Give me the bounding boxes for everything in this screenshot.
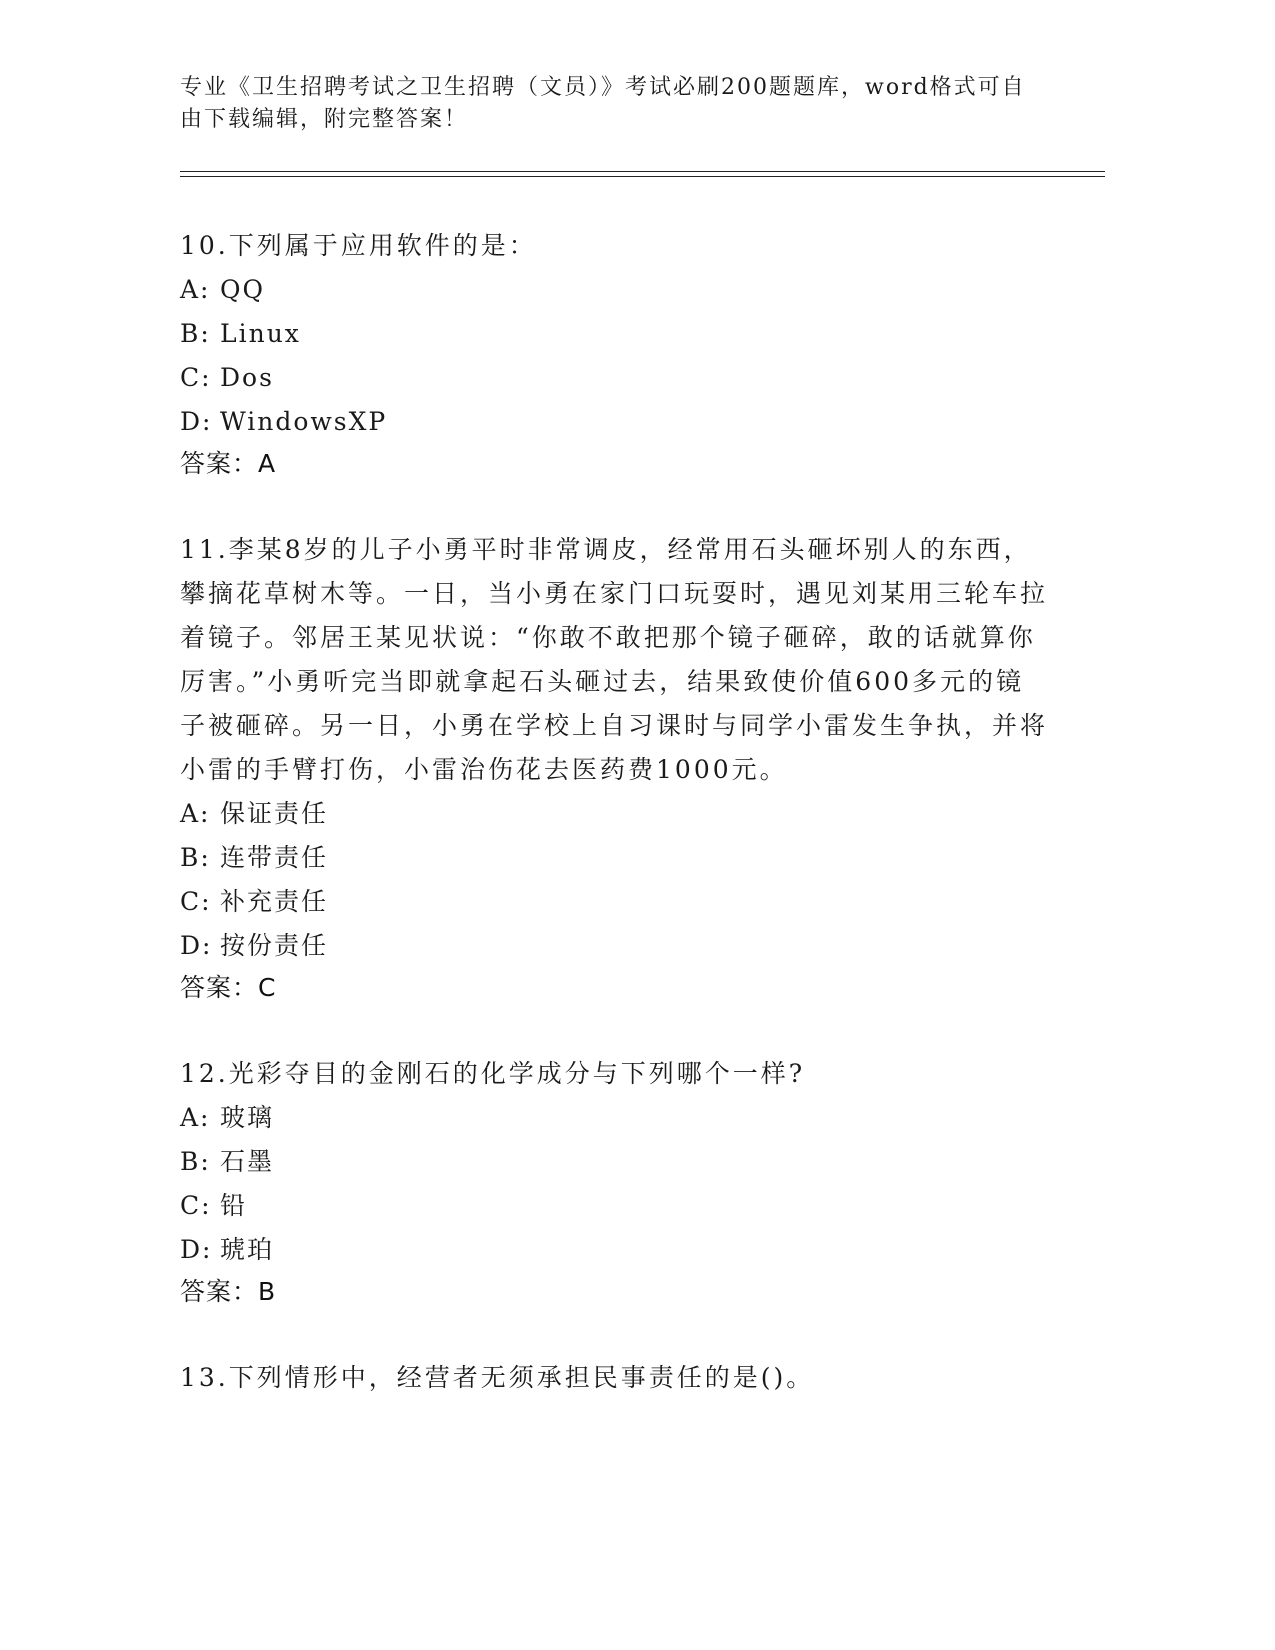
option-letter: B:	[180, 1147, 211, 1176]
question-stem: 11.李某8岁的儿子小勇平时非常调皮，经常用石头砸坏别人的东西，攀摘花草树木等。一日，当小勇在家门口玩耍时，遇见刘某用三轮车拉着镜子。邻居王某见状说：“你敢不敢把那个镜子砸碎，敢的话就算你厉害。”小勇听完当即就拿起石头砸过去，结果致使价值600多元的镜子被砸碎。另一日，小勇在学校上自习课时与同学小雷发生争执，并将小雷的手臂打伤，小雷治伤花去医药费1000元。	[180, 535, 1049, 784]
option-letter: D:	[180, 1235, 213, 1264]
option-text: 按份责任	[220, 931, 329, 960]
option-letter: B:	[180, 319, 211, 348]
question-10	[180, 224, 1050, 484]
option-a	[180, 792, 1050, 836]
option-d	[180, 924, 1050, 968]
option-a	[180, 1096, 1050, 1140]
answer-line: 答案：C	[180, 973, 277, 1002]
option-text: 保证责任	[220, 799, 329, 828]
option-text: 琥珀	[220, 1235, 275, 1264]
option-text: Linux	[220, 319, 301, 348]
option-text: 铅	[220, 1191, 248, 1220]
option-b	[180, 312, 1050, 356]
option-text: 补充责任	[220, 887, 329, 916]
option-b	[180, 1140, 1050, 1184]
header-divider-bottom	[180, 176, 1105, 177]
option-letter: D:	[180, 931, 213, 960]
answer-line: 答案：A	[180, 449, 277, 478]
header-divider-top	[180, 171, 1105, 172]
option-letter: D:	[180, 407, 213, 436]
question-stem: 12.光彩夺目的金刚石的化学成分与下列哪个一样?	[180, 1059, 806, 1088]
question-11	[180, 528, 1050, 1008]
question-stem: 13.下列情形中，经营者无须承担民事责任的是()。	[180, 1363, 815, 1392]
option-letter: B:	[180, 843, 211, 872]
document-intro: 专业《卫生招聘考试之卫生招聘（文员）》考试必刷200题题库，word格式可自由下载编辑，附完整答案！	[180, 75, 1026, 132]
option-text: Dos	[220, 363, 274, 392]
option-a	[180, 268, 1050, 312]
answer-line: 答案：B	[180, 1277, 277, 1306]
option-letter: C:	[180, 1191, 212, 1220]
option-text: 玻璃	[220, 1103, 275, 1132]
option-text: 石墨	[220, 1147, 275, 1176]
option-c	[180, 356, 1050, 400]
question-12	[180, 1052, 1050, 1312]
option-d	[180, 1228, 1050, 1272]
option-text: WindowsXP	[220, 407, 388, 436]
question-stem: 10.下列属于应用软件的是：	[180, 231, 537, 260]
option-letter: A:	[180, 275, 211, 304]
question-list	[180, 224, 1050, 1444]
option-letter: A:	[180, 799, 211, 828]
option-c	[180, 880, 1050, 924]
option-text: 连带责任	[220, 843, 329, 872]
option-letter: C:	[180, 887, 212, 916]
option-letter: A:	[180, 1103, 211, 1132]
option-letter: C:	[180, 363, 212, 392]
question-13	[180, 1356, 1050, 1400]
option-c	[180, 1184, 1050, 1228]
option-d	[180, 400, 1050, 444]
option-text: QQ	[220, 275, 265, 304]
option-b	[180, 836, 1050, 880]
